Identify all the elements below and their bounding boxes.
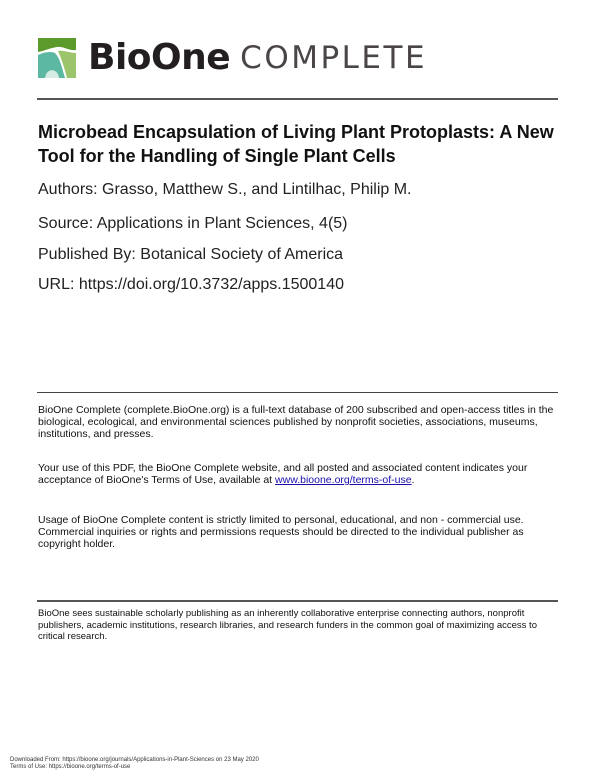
bioone-complete-logo bbox=[38, 37, 427, 79]
article-source: Source: Applications in Plant Sciences, 4(5) bbox=[38, 215, 348, 232]
notice-divider-bottom bbox=[37, 600, 558, 602]
article-publisher: Published By: Botanical Society of America bbox=[38, 246, 344, 263]
about-bioone-paragraph: BioOne Complete (complete.BioOne.org) is a full-text database of 200 subscribed and open-access titles in the biological, ecological, and environmental sciences published by nonprofit societies, associations, museums, institutions, and presses. bbox=[38, 404, 554, 440]
article-doi-url[interactable]: URL: https://doi.org/10.3732/apps.1500140 bbox=[38, 276, 344, 293]
usage-restrictions-paragraph: Usage of BioOne Complete content is strictly limited to personal, educational, and non - commercial use. Commercial inquiries or rights and permissions requests should be directed to the individual publisher as copyright holder. bbox=[38, 514, 524, 550]
terms-text: Your use of this PDF, the BioOne Complete website, and all posted and associated content indicates your acceptance of BioOne's Terms of Use, available at bbox=[38, 462, 528, 486]
logo-brand-text: BioOne bbox=[88, 37, 231, 78]
terms-of-use-paragraph bbox=[38, 462, 558, 486]
bioone-leaf-logo-icon bbox=[38, 38, 76, 78]
footer-terms-text: Terms of Use: https://bioone.org/terms-of-use bbox=[10, 764, 131, 770]
article-authors: Authors: Grasso, Matthew S., and Lintilhac, Philip M. bbox=[38, 181, 412, 198]
downloaded-from-text: Downloaded From: https://bioone.org/journals/Applications-in-Plant-Sciences on 23 May 2020 bbox=[10, 757, 259, 763]
download-footer bbox=[10, 757, 259, 771]
article-title: Microbead Encapsulation of Living Plant Protoplasts: A New Tool for the Handling of Single Plant Cells bbox=[38, 122, 554, 166]
terms-of-use-link[interactable]: www.bioone.org/terms-of-use bbox=[275, 474, 412, 486]
header-divider bbox=[37, 98, 558, 100]
terms-suffix: . bbox=[411, 474, 415, 486]
logo-product-text: COMPLETE bbox=[240, 39, 428, 76]
mission-paragraph: BioOne sees sustainable scholarly publishing as an inherently collaborative enterprise connecting authors, nonprofit publishers, academic institutions, research libraries, and research funders in the common goal of maximizing access to critical research. bbox=[38, 608, 537, 642]
notice-divider-top bbox=[37, 392, 558, 393]
